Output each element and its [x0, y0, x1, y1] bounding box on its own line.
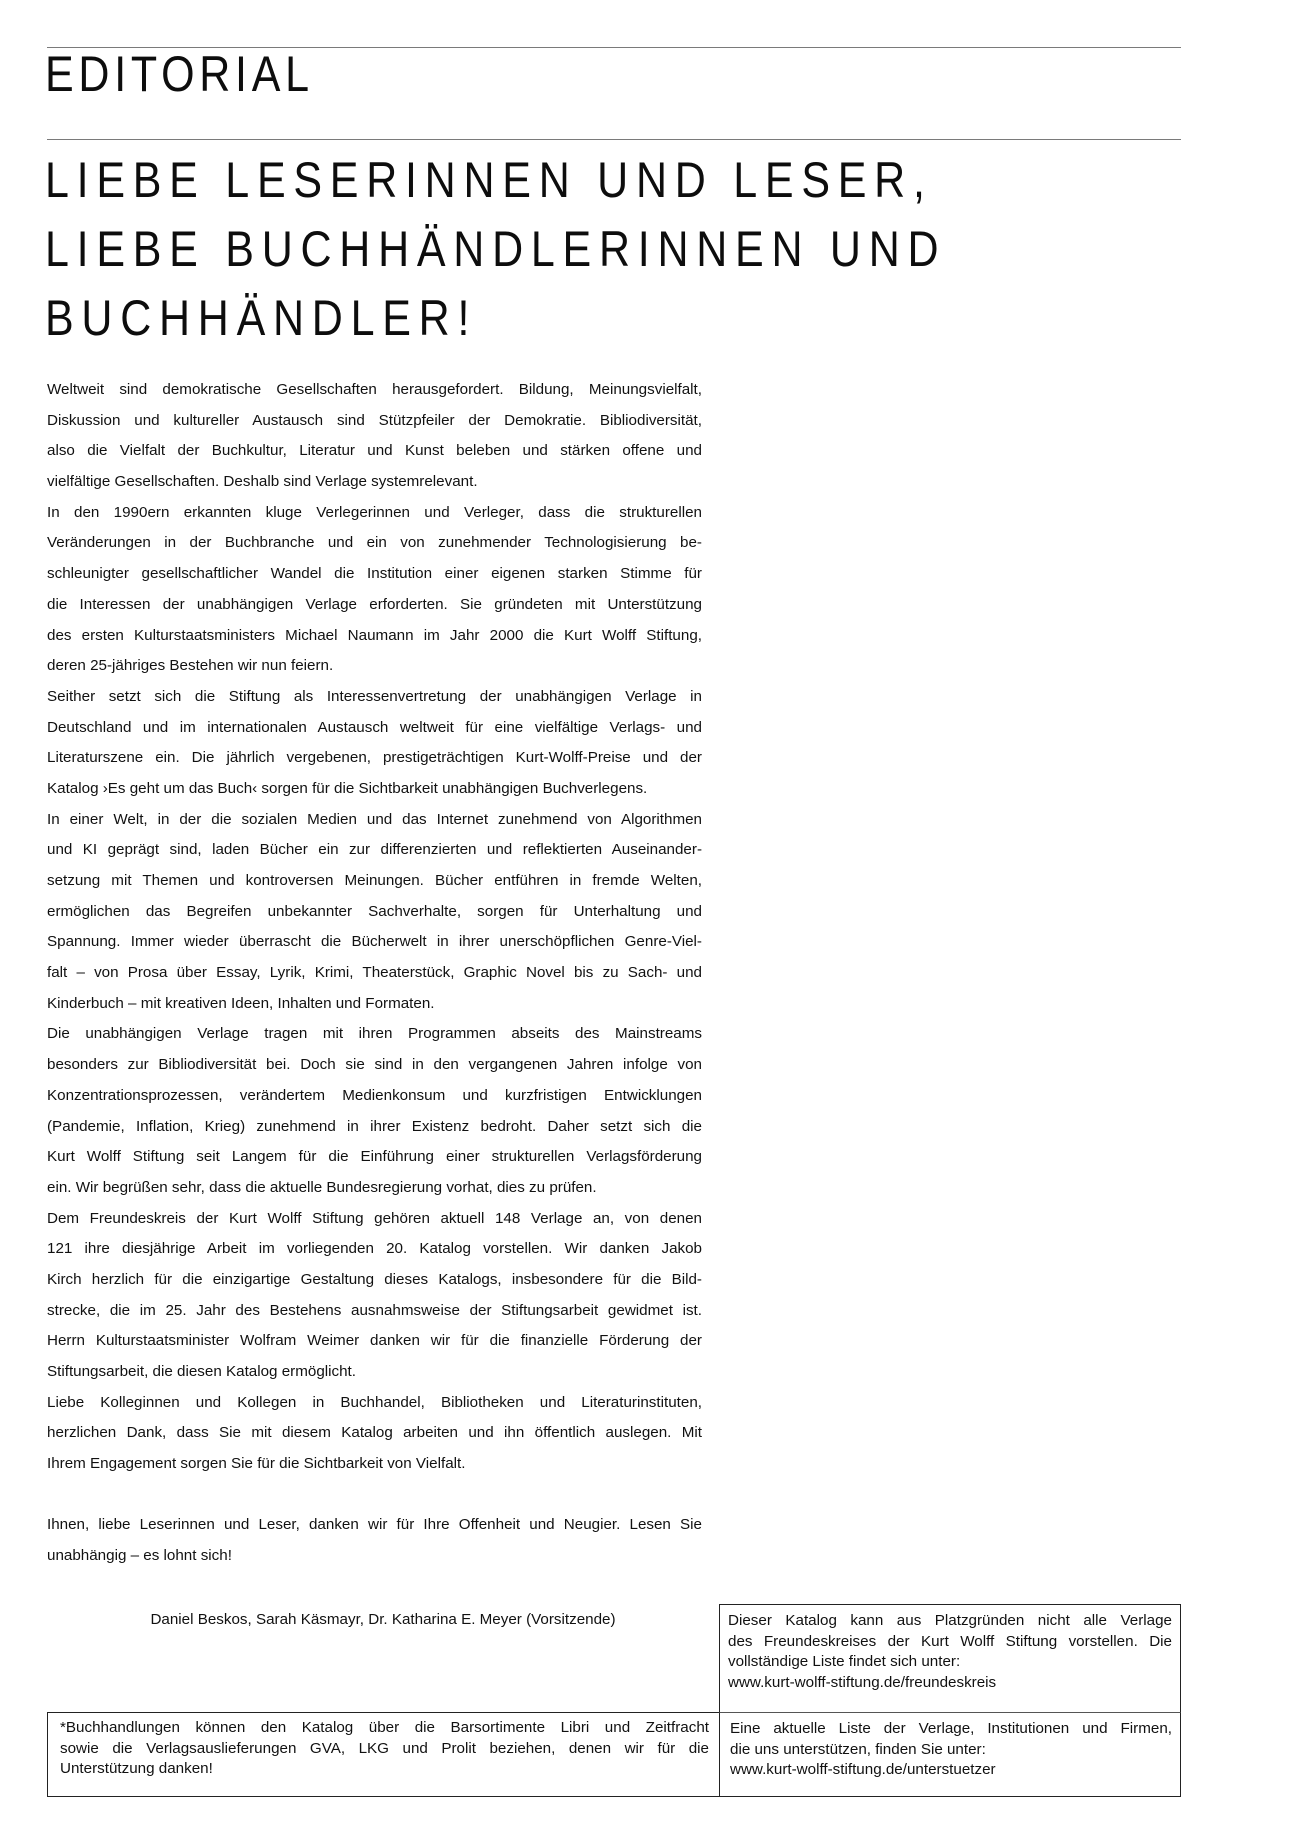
- body-line: Dem Freundeskreis der Kurt Wolff Stiftung gehören aktuell 148 Verlage an, von denen: [47, 1209, 702, 1227]
- note-line: des Freundeskreises der Kurt Wolff Stiftung vorstellen. Die: [728, 1632, 1172, 1650]
- body-line: des ersten Kulturstaatsministers Michael Naumann im Jahr 2000 die Kurt Wolff Stiftung,: [47, 626, 702, 644]
- body-blank-line: [47, 1480, 702, 1511]
- note-line: vollständige Liste findet sich unter:: [728, 1653, 961, 1670]
- note-line: die uns unterstützen, finden Sie unter:: [730, 1740, 986, 1758]
- body-line: (Pandemie, Inflation, Krieg) zunehmend in ihrer Existenz bedroht. Daher setzt sich die: [47, 1117, 702, 1135]
- body-line: falt – von Prosa über Essay, Lyrik, Krimi, Theaterstück, Graphic Novel bis zu Sach- und: [47, 964, 702, 982]
- body-line: Kinderbuch – mit kreativen Ideen, Inhalten und Formaten.: [47, 994, 435, 1012]
- body-line: also die Vielfalt der Buchkultur, Literatur und Kunst beleben und stärken offene und: [47, 442, 702, 460]
- body-line: die Interessen der unabhängigen Verlage erforderten. Sie gründeten mit Unterstützung: [47, 595, 702, 613]
- body-line: ein. Wir begrüßen sehr, dass die aktuelle Bundesregierung vorhat, dies zu prüfen.: [47, 1178, 597, 1196]
- body-line: Spannung. Immer wieder überrascht die Bücherwelt in ihrer unerschöpflichen Genre-Viel-: [47, 933, 702, 951]
- body-line: strecke, die im 25. Jahr des Bestehens ausnahmsweise der Stiftungsarbeit gewidmet ist.: [47, 1301, 702, 1319]
- note-line: Unterstützung danken!: [60, 1760, 213, 1777]
- body-line: Die unabhängigen Verlage tragen mit ihren Programmen abseits des Mainstreams: [47, 1025, 702, 1043]
- body-line: Diskussion und kultureller Austausch sind Stützpfeiler der Demokratie. Bibliodiversität,: [47, 411, 702, 429]
- headline-line: LIEBE LESERINNEN UND LESER,: [45, 152, 933, 208]
- body-line: Seither setzt sich die Stiftung als Interessenvertretung der unabhängigen Verlage in: [47, 687, 702, 705]
- body-line: Liebe Kolleginnen und Kollegen in Buchhandel, Bibliotheken und Literaturinstituten,: [47, 1393, 702, 1411]
- body-line: Veränderungen in der Buchbranche und ein von zunehmender Technologisierung be-: [47, 534, 702, 552]
- headline-line: BUCHHÄNDLER!: [45, 290, 478, 346]
- body-line: ermöglichen das Begreifen unbekannter Sachverhalte, sorgen für Unterhaltung und: [47, 902, 702, 920]
- body-line: Stiftungsarbeit, die diesen Katalog ermöglicht.: [47, 1363, 356, 1380]
- body-line: Ihrem Engagement sorgen Sie für die Sichtbarkeit von Vielfalt.: [47, 1455, 466, 1473]
- signature: Daniel Beskos, Sarah Käsmayr, Dr. Katharina E. Meyer (Vorsitzende): [150, 1611, 616, 1628]
- note-line: Dieser Katalog kann aus Platzgründen nicht alle Verlage: [728, 1612, 1172, 1629]
- body-line: Kurt Wolff Stiftung seit Langem für die Einführung einer strukturellen Verlagsförderung: [47, 1148, 702, 1166]
- note-line: sowie die Verlagsauslieferungen GVA, LKG und Prolit beziehen, denen wir für die: [60, 1739, 709, 1757]
- headline-rule: [47, 139, 1181, 140]
- body-line: Ihnen, liebe Leserinnen und Leser, danken wir für Ihre Offenheit und Neugier. Lesen Sie: [47, 1516, 702, 1534]
- body-line: schleunigter gesellschaftlicher Wandel die Institution einer eigenen starken Stimme für: [47, 565, 702, 583]
- body-line: herzlichen Dank, dass Sie mit diesem Katalog arbeiten und ihn öffentlich auslegen. Mit: [47, 1424, 702, 1442]
- publisher-list-note: [719, 1604, 1181, 1713]
- body-line: Literaturszene ein. Die jährlich vergebenen, prestigeträchtigen Kurt-Wolff-Preise und der: [47, 749, 702, 767]
- body-line: In einer Welt, in der die sozialen Medien und das Internet zunehmend von Algorithmen: [47, 810, 702, 828]
- section-label: EDITORIAL: [45, 46, 314, 102]
- body-line: deren 25-jähriges Bestehen wir nun feiern.: [47, 657, 334, 675]
- body-line: Katalog ›Es geht um das Buch‹ sorgen für die Sichtbarkeit unabhängigen Buchverlegens.: [47, 779, 648, 797]
- body-line: besonders zur Bibliodiversität bei. Doch sie sind in den vergangenen Jahren infolge von: [47, 1056, 702, 1074]
- unterstuetzer-link[interactable]: www.kurt-wolff-stiftung.de/unterstuetzer: [730, 1761, 996, 1778]
- supporters-note: [719, 1712, 1181, 1797]
- editorial-body: [47, 375, 702, 1572]
- headline-line: LIEBE BUCHHÄNDLERINNEN UND: [45, 221, 947, 277]
- body-line: Kirch herzlich für die einzigartige Gestaltung dieses Katalogs, insbesondere für die Bild-: [47, 1270, 702, 1288]
- body-line: In den 1990ern erkannten kluge Verlegerinnen und Verleger, dass die strukturellen: [47, 503, 702, 521]
- freundeskreis-link[interactable]: www.kurt-wolff-stiftung.de/freundeskreis: [728, 1673, 997, 1691]
- body-line: und KI geprägt sind, laden Bücher ein zur differenzierten und reflektierten Auseinander-: [47, 841, 702, 859]
- body-line: setzung mit Themen und kontroversen Meinungen. Bücher entführen in fremde Welten,: [47, 872, 702, 889]
- headline: [45, 146, 946, 353]
- body-line: Weltweit sind demokratische Gesellschaften herausgefordert. Bildung, Meinungsvielfalt,: [47, 381, 702, 398]
- body-line: Herrn Kulturstaatsminister Wolfram Weimer danken wir für die finanzielle Förderung der: [47, 1332, 702, 1350]
- note-line: Eine aktuelle Liste der Verlage, Institutionen und Firmen,: [730, 1720, 1172, 1737]
- bookstores-note: [47, 1712, 720, 1797]
- body-line: Deutschland und im internationalen Austausch weltweit für eine vielfältige Verlags- und: [47, 718, 702, 736]
- body-line: vielfältige Gesellschaften. Deshalb sind Verlage systemrelevant.: [47, 473, 478, 491]
- note-line: *Buchhandlungen können den Katalog über die Barsortimente Libri und Zeitfracht: [60, 1719, 709, 1736]
- body-line: unabhängig – es lohnt sich!: [47, 1547, 232, 1565]
- body-line: 121 ihre diesjährige Arbeit im vorliegenden 20. Katalog vorstellen. Wir danken Jakob: [47, 1240, 702, 1258]
- body-line: Konzentrationsprozessen, verändertem Medienkonsum und kurzfristigen Entwicklungen: [47, 1086, 702, 1104]
